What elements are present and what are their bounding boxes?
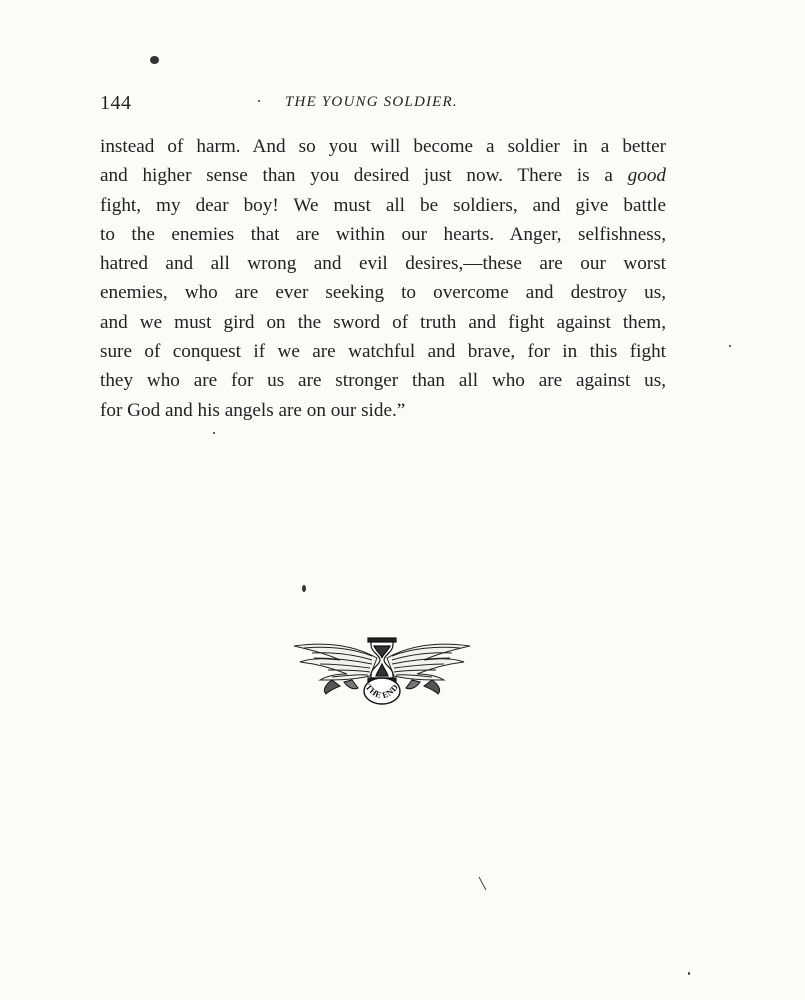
text-line: they who are for us are stronger than all who are against us, bbox=[100, 370, 666, 392]
winged-hourglass-icon bbox=[292, 636, 472, 706]
ornament-label: THE END bbox=[363, 681, 401, 701]
ink-speck bbox=[258, 100, 260, 102]
emphasis-word: good bbox=[627, 165, 667, 187]
text-line: sure of conquest if we are watchful and brave, for in this fight bbox=[100, 341, 666, 363]
running-head: THE YOUNG SOLDIER. bbox=[285, 94, 458, 110]
text-line: hatred and all wrong and evil desires,—these are our worst bbox=[100, 253, 666, 275]
body-paragraph bbox=[100, 132, 666, 425]
page-number: 144 bbox=[100, 92, 132, 114]
text-line: instead of harm. And so you will become a soldier in a better bbox=[100, 136, 666, 157]
text-line: and we must gird on the sword of truth and fight against them, bbox=[100, 311, 666, 333]
text-line: and higher sense than you desired just now. There is a bbox=[100, 165, 613, 187]
text-line: enemies, who are ever seeking to overcome and destroy us, bbox=[100, 282, 666, 304]
text-line: fight, my dear boy! We must all be soldiers, and give battle bbox=[100, 194, 666, 216]
text-line: for God and his angels are on our side.” bbox=[100, 399, 406, 421]
ink-speck bbox=[729, 345, 731, 347]
text-line: to the enemies that are within our hearts. Anger, selfishness, bbox=[100, 223, 666, 245]
ink-speck bbox=[688, 972, 690, 975]
page-header bbox=[100, 92, 665, 116]
ink-speck bbox=[213, 432, 215, 434]
text-line-with-emphasis bbox=[100, 161, 666, 190]
ink-speck bbox=[150, 56, 159, 64]
stray-mark bbox=[478, 876, 488, 892]
ink-speck bbox=[302, 585, 306, 592]
